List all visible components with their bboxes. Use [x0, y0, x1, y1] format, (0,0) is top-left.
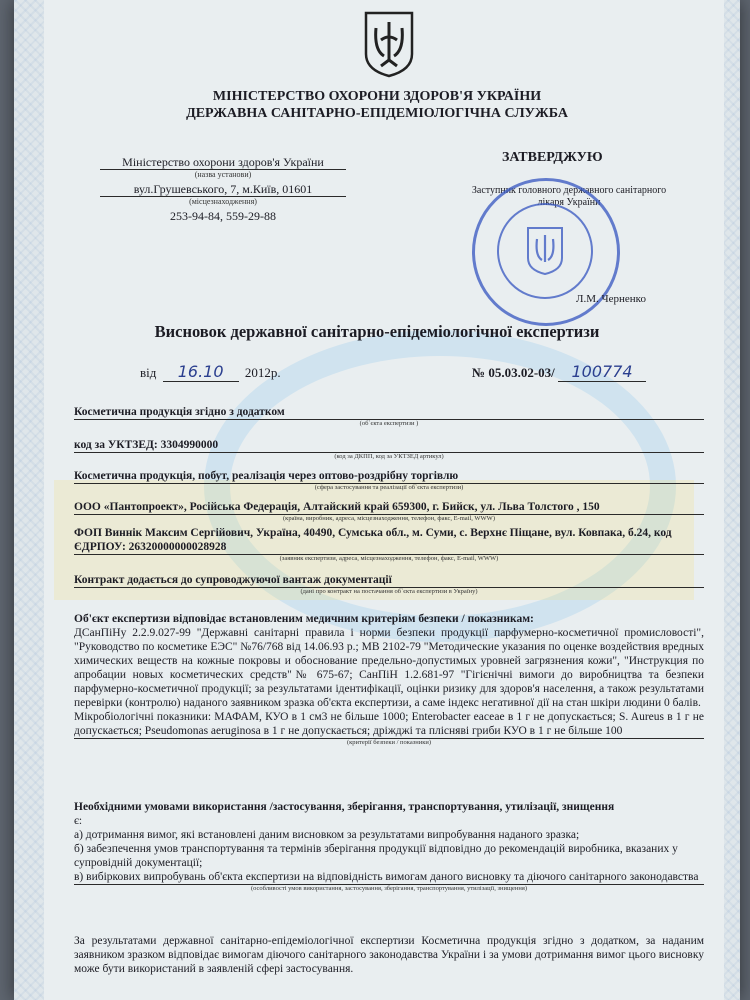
conditions-heading: Необхідними умовами використання /застосування, зберігання, транспортування, утилізації, знищення [74, 801, 615, 813]
document-title: Висновок державної санітарно-епідеміологічної експертизи [154, 322, 600, 341]
date-prefix: від [140, 365, 157, 380]
condition-item-a: а) дотримання вимог, які встановлені даним висновком за результатами випробування наданого зразка; [74, 829, 580, 841]
ministry-heading: МІНІСТЕРСТВО ОХОРОНИ ЗДОРОВ'Я УКРАЇНИ [212, 89, 542, 104]
institution-name-caption: (назва установи) [194, 170, 252, 179]
approval-title: ЗАТВЕРДЖУЮ [502, 150, 603, 165]
number-handwritten: 100774 [558, 362, 646, 382]
conditions-caption: (особливості умов використання, застосування, зберігання, транспортування, утилізації, знищення) [250, 885, 528, 892]
field-applicant-caption: (заявник експертизи, адреса, місцезнаходження, телефон, факс, E-mail, WWW) [279, 555, 499, 562]
field-object-caption: (об`єкта експертизи ) [359, 420, 419, 427]
field-code-caption: (код за ДКПП, код за УКТЗЕД артикул) [334, 453, 444, 460]
conditions-colon: є: [74, 815, 83, 827]
field-contract-caption: (дані про контракт на постачання об`єкта експертизи в Україну) [300, 588, 478, 595]
institution-address: вул.Грушевського, 7, м.Київ, 01601 [100, 182, 346, 197]
number-prefix: № 05.03.02-03/ [472, 365, 555, 380]
conclusion-text: За результатами державної санітарно-епідеміологічної експертизи Косметична продукція згідно з додатком, за наданим заявником зразком відповідає вимогам діючого санітарного законодавства України і за умови дотримання вимог цього висновку може бути використаний в заявленій сфері застосування. [74, 935, 704, 975]
approval-position: Заступник головного державного санітарного лікаря України [471, 185, 667, 208]
date-handwritten: 16.10 [163, 362, 239, 382]
coat-of-arms-icon [362, 10, 416, 78]
institution-address-caption: (місцезнаходження) [189, 197, 257, 206]
condition-item-b: б) забезпечення умов транспортування та термінів зберігання продукції відповідно до рекомендацій виробника, вказаних у супровідній документації; [74, 843, 678, 869]
criteria-caption: (критерії безпеки / показники) [346, 739, 432, 746]
criteria-text: ДСанПіНу 2.2.9.027-99 "Державні санітарні правила і норми безпеки продукції парфумерно-косметичної промисловості", "Руководство по косметике ЕЭС" №76/768 від 14.06.93 р.; МВ 2102-79 "Методические указания по оценке воздействия вредных химических веществ на кожные покровы и обоснование предельно-допустимых уровней загрязнения кожи", "Инструкция по апробации новых косметических средств"№ 675-67; СанПіН 1.2.681-97 "Гігієнічні вимоги до виробництва та безпеки парфумерно-косметичної продукції; за результатами ідентифікації, оцінки ризику для здоров'я населення, а також результатами перевірки (контролю) наданого заявником зразка об'єкта експертизи, а саме індекс негативної дії на стан шкіри людини 0 балів. [74, 627, 704, 709]
condition-item-c: в) вибіркових випробувань об'єкта експертизи на відповідність вимогам даного висновку та діючого санітарного законодавства [74, 870, 704, 885]
institution-phones: 253-94-84, 559-29-88 [170, 209, 276, 223]
field-manufacturer: ООО «Пантопроект», Російська Федерація, Алтайский край 659300, г. Бийск, ул. Льва Толстого , 150 [74, 500, 704, 515]
field-scope-caption: (сфера застосування та реалізації об`єкта експертизи) [314, 484, 464, 491]
criteria-micro: Мікробіологічні показники: МАФАМ, КУО в 1 см3 не більше 1000; Enterobacter еасеае в 1 г не допускається; S. Aureus в 1 г не допускається; Pseudomonas aeruginosa в 1 г не допускається; дріжджі та плісняві гриби КУО в 1 г не більше 100 [74, 711, 704, 737]
institution-name: Міністерство охорони здоров'я України [100, 155, 346, 170]
date-year: 2012р. [244, 365, 281, 380]
field-object: Косметична продукція згідно з додатком [74, 405, 704, 420]
field-contract: Контракт додається до супроводжуючої вантаж документації [74, 573, 704, 588]
field-code: код за УКТЗЕД: 3304990000 [74, 438, 704, 453]
service-heading: ДЕРЖАВНА САНІТАРНО-ЕПІДЕМІОЛОГІЧНА СЛУЖБА [186, 106, 568, 121]
approval-signer: Л.М. Черненко [576, 293, 646, 305]
field-scope: Косметична продукція, побут, реалізація через оптово-роздрібну торгівлю [74, 469, 704, 484]
document-page [14, 0, 740, 1000]
field-applicant: ФОП Виннік Максим Сергійович, Україна, 40490, Сумська обл., м. Суми, с. Верхнє Піщане, вул. Ковпака, б.24, код ЄДРПОУ: 26320000000028928 [74, 526, 704, 555]
criteria-heading: Об'єкт експертизи відповідає встановленим медичним критеріям безпеки / показникам: [74, 613, 534, 625]
field-manufacturer-caption: (країна, виробник, адреса, місцезнаходження, телефон, факс, E-mail, WWW) [283, 515, 495, 522]
